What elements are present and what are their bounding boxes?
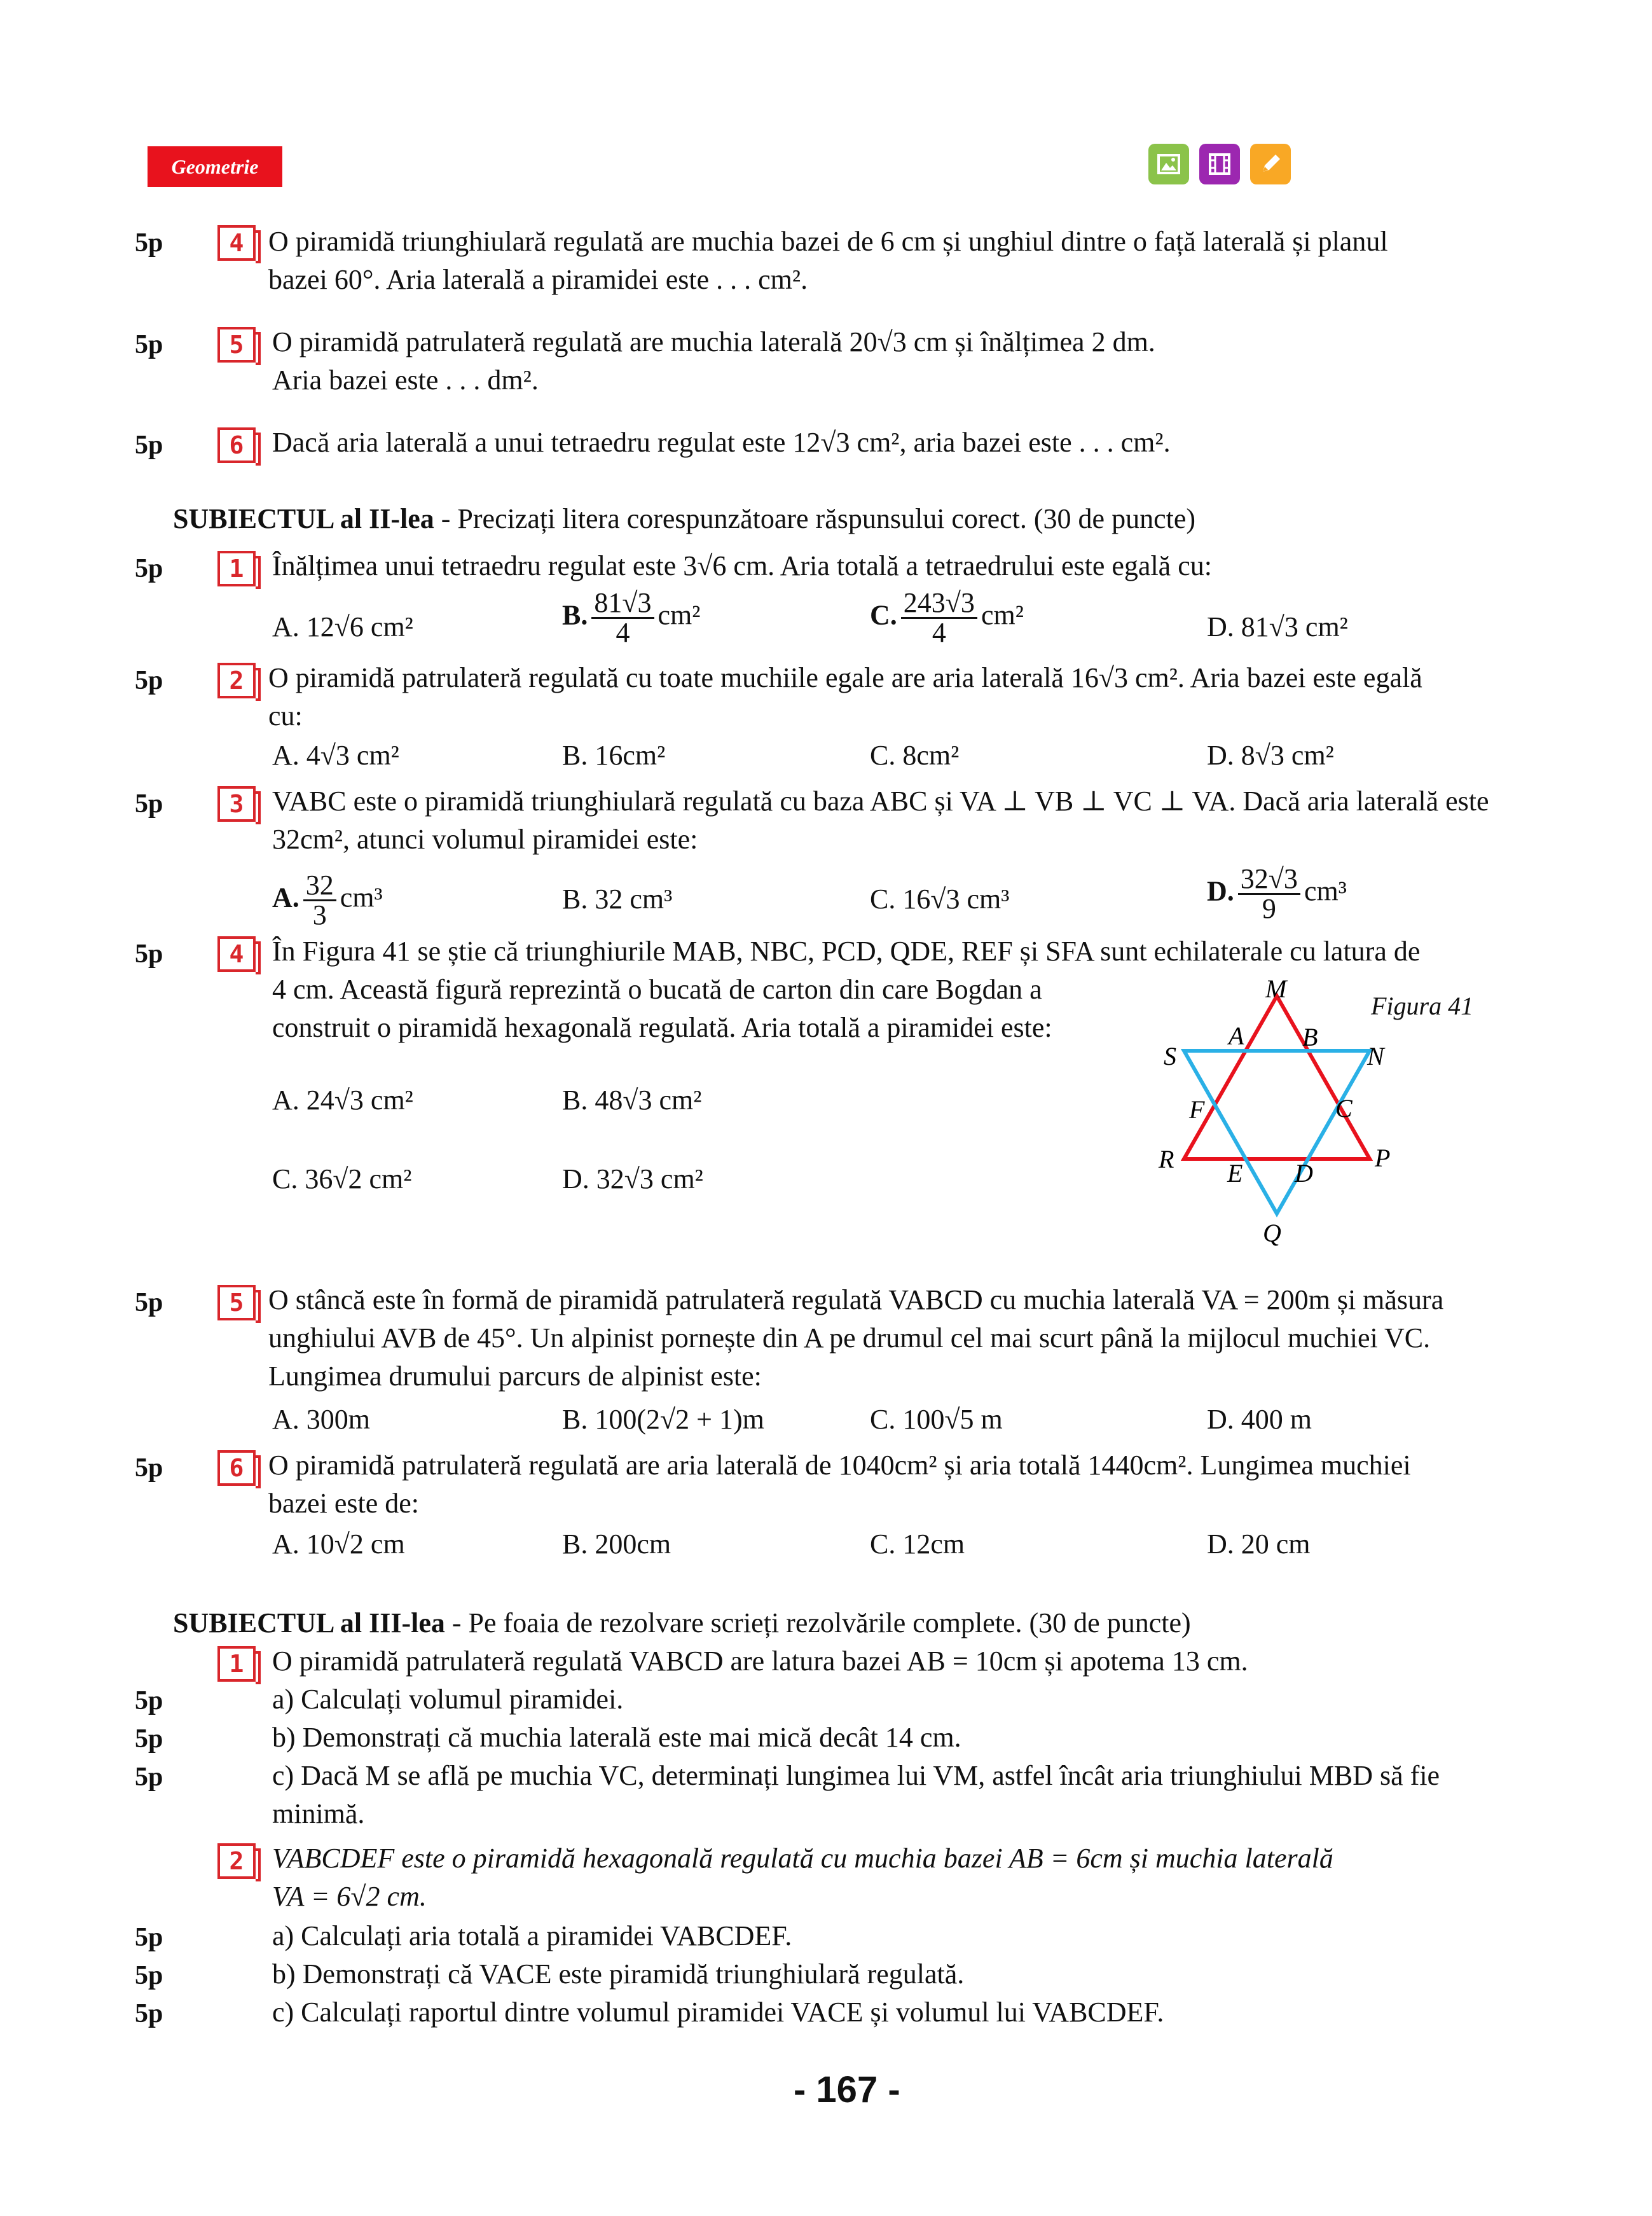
answer-c: C. 100√5 m: [870, 1404, 1003, 1435]
answer-c: C. 8cm²: [870, 740, 960, 771]
points-label: 5p: [135, 939, 163, 969]
label-F: F: [1189, 1095, 1205, 1124]
question-text: O piramidă patrulateră regulată cu toate muchiile egale are aria laterală 16√3 cm². Aria bazei este egală cu:: [268, 662, 1422, 731]
red-triangle: [1184, 996, 1370, 1159]
subquestion-a: a) Calculați volumul piramidei.: [272, 1684, 624, 1715]
question-text: În Figura 41 se știe că triunghiurile MAB, NBC, PCD, QDE, REF și SFA sunt echilaterale cu latura de 4 cm. Această figură reprezintă o bucată de carton din care Bogdan a construit o piramidă hexagonală regulată. Aria totală a piramidei este:: [272, 936, 1421, 1043]
points-label: 5p: [135, 1724, 163, 1754]
answer-b: B. 48√3 cm²: [562, 1084, 702, 1116]
question-number: 1: [217, 551, 256, 586]
answer-d: D. 81√3 cm²: [1207, 611, 1348, 642]
points-label: 5p: [135, 1961, 163, 1990]
question-text: O piramidă patrulateră regulată are aria laterală de 1040cm² și aria totală 1440cm². Lungimea muchiei bazei este de:: [268, 1450, 1411, 1519]
label-Q: Q: [1263, 1219, 1281, 1247]
points-label: 5p: [135, 1999, 163, 2028]
label-A: A: [1229, 1021, 1244, 1050]
answer-c: C. $\frac{243√3}{4}$ cm²: [870, 587, 1024, 648]
answer-a: A. 4√3 cm²: [272, 740, 399, 771]
points-label: 5p: [135, 1288, 163, 1317]
question-text: O piramidă patrulateră regulată VABCD are latura bazei AB = 10cm și apotema 13 cm.: [272, 1645, 1248, 1677]
points-label: 5p: [135, 330, 163, 359]
answer-a: A. 12√6 cm²: [272, 611, 413, 642]
points-label: 5p: [135, 228, 163, 258]
blue-triangle: [1184, 1051, 1370, 1214]
points-label: 5p: [135, 554, 163, 583]
subquestion-a: a) Calculați aria totală a piramidei VABCDEF.: [272, 1920, 792, 1951]
answer-d: D. 400 m: [1207, 1404, 1312, 1435]
answer-c: C. 12cm: [870, 1528, 965, 1560]
question-number: 3: [217, 786, 256, 822]
answer-b: B. 200cm: [562, 1528, 671, 1560]
subquestion-c: c) Calculați raportul dintre volumul piramidei VACE și volumul lui VABCDEF.: [272, 1997, 1164, 2028]
answer-b: B. 100(2√2 + 1)m: [562, 1404, 764, 1435]
answer-b: B. 32 cm³: [562, 883, 673, 915]
answer-b: B. 16cm²: [562, 740, 666, 771]
question-text: O piramidă triunghiulară regulată are muchia bazei de 6 cm și unghiul dintre o față laterală și planul bazei 60°. Aria laterală a piramidei este . . . cm².: [268, 226, 1388, 295]
points-label: 5p: [135, 1686, 163, 1715]
answer-c: C. 16√3 cm³: [870, 883, 1010, 915]
question-text: O stâncă este în formă de piramidă patrulateră regulată VABCD cu muchia laterală VA = 200m și măsura unghiului AVB de 45°. Un alpinist pornește din A pe drumul cel mai scurt până la mijlocul muchiei VC. Lungimea drumului parcurs de alpinist este:: [268, 1284, 1444, 1392]
answer-a: A. 300m: [272, 1404, 370, 1435]
section-tag: Geometrie: [148, 146, 282, 187]
label-B: B: [1302, 1023, 1318, 1051]
question-number: 4: [217, 225, 256, 261]
points-label: 5p: [135, 666, 163, 695]
question-text: Înălțimea unui tetraedru regulat este 3√6 cm. Aria totală a tetraedrului este egală cu:: [272, 550, 1212, 581]
question-text: O piramidă patrulateră regulată are muchia laterală 20√3 cm și înălțimea 2 dm. Aria bazei este . . . dm².: [272, 326, 1155, 396]
question-text: Dacă aria laterală a unui tetraedru regulat este 12√3 cm², aria bazei este . . . cm².: [272, 427, 1171, 458]
answer-a: A. 24√3 cm²: [272, 1084, 413, 1116]
question-number: 2: [217, 663, 256, 698]
figure-caption: Figura 41: [1371, 992, 1474, 1020]
label-M: M: [1265, 980, 1287, 1003]
label-E: E: [1227, 1159, 1243, 1188]
points-label: 5p: [135, 431, 163, 460]
film-icon[interactable]: [1199, 144, 1240, 184]
question-number: 2: [217, 1843, 256, 1879]
label-C: C: [1335, 1094, 1353, 1123]
subquestion-c: c) Dacă M se află pe muchia VC, determinați lungimea lui VM, astfel încât aria triunghiului MBD să fie minimă.: [272, 1760, 1440, 1829]
points-label: 5p: [135, 789, 163, 819]
answer-d: D. 8√3 cm²: [1207, 740, 1334, 771]
pencil-icon[interactable]: [1250, 144, 1291, 184]
question-text: VABCDEF este o piramidă hexagonală regulată cu muchia bazei AB = 6cm și muchia laterală VA = 6√2 cm.: [272, 1843, 1333, 1912]
answer-c: C. 36√2 cm²: [272, 1163, 412, 1195]
points-label: 5p: [135, 1923, 163, 1952]
star-figure: [1145, 980, 1399, 1259]
label-R: R: [1159, 1145, 1174, 1174]
question-number: 5: [217, 1285, 256, 1320]
answer-a: A. 10√2 cm: [272, 1528, 405, 1560]
answer-a: A. $\frac{32}{3}$ cm³: [272, 869, 383, 931]
label-N: N: [1367, 1042, 1384, 1070]
section-title: SUBIECTUL al II-lea - Precizați litera corespunzătoare răspunsului corect. (30 de puncte): [173, 503, 1196, 534]
answer-b: B. $\frac{81√3}{4}$ cm²: [562, 587, 701, 648]
points-label: 5p: [135, 1453, 163, 1483]
label-S: S: [1164, 1042, 1176, 1070]
answer-d: D. 32√3 cm²: [562, 1163, 703, 1195]
subquestion-b: b) Demonstrați că muchia laterală este mai mică decât 14 cm.: [272, 1722, 961, 1753]
label-D: D: [1295, 1159, 1313, 1188]
section-title: SUBIECTUL al III-lea - Pe foaia de rezolvare scrieți rezolvările complete. (30 de puncte): [173, 1607, 1191, 1638]
question-number: 4: [217, 936, 256, 972]
question-number: 5: [217, 327, 256, 363]
points-label: 5p: [135, 1762, 163, 1792]
image-icon[interactable]: [1148, 144, 1189, 184]
page-number: - 167 -: [794, 2069, 900, 2110]
question-number: 6: [217, 1450, 256, 1486]
label-P: P: [1375, 1144, 1391, 1172]
question-text: VABC este o piramidă triunghiulară regulată cu baza ABC și VA ⊥ VB ⊥ VC ⊥ VA. Dacă aria laterală este 32cm², atunci volumul piramidei este:: [272, 786, 1489, 855]
question-number: 6: [217, 427, 256, 463]
question-number: 1: [217, 1646, 256, 1682]
answer-d: D. 20 cm: [1207, 1528, 1311, 1560]
answer-d: D. $\frac{32√3}{9}$ cm³: [1207, 863, 1347, 924]
subquestion-b: b) Demonstrați că VACE este piramidă triunghiulară regulată.: [272, 1958, 965, 1990]
